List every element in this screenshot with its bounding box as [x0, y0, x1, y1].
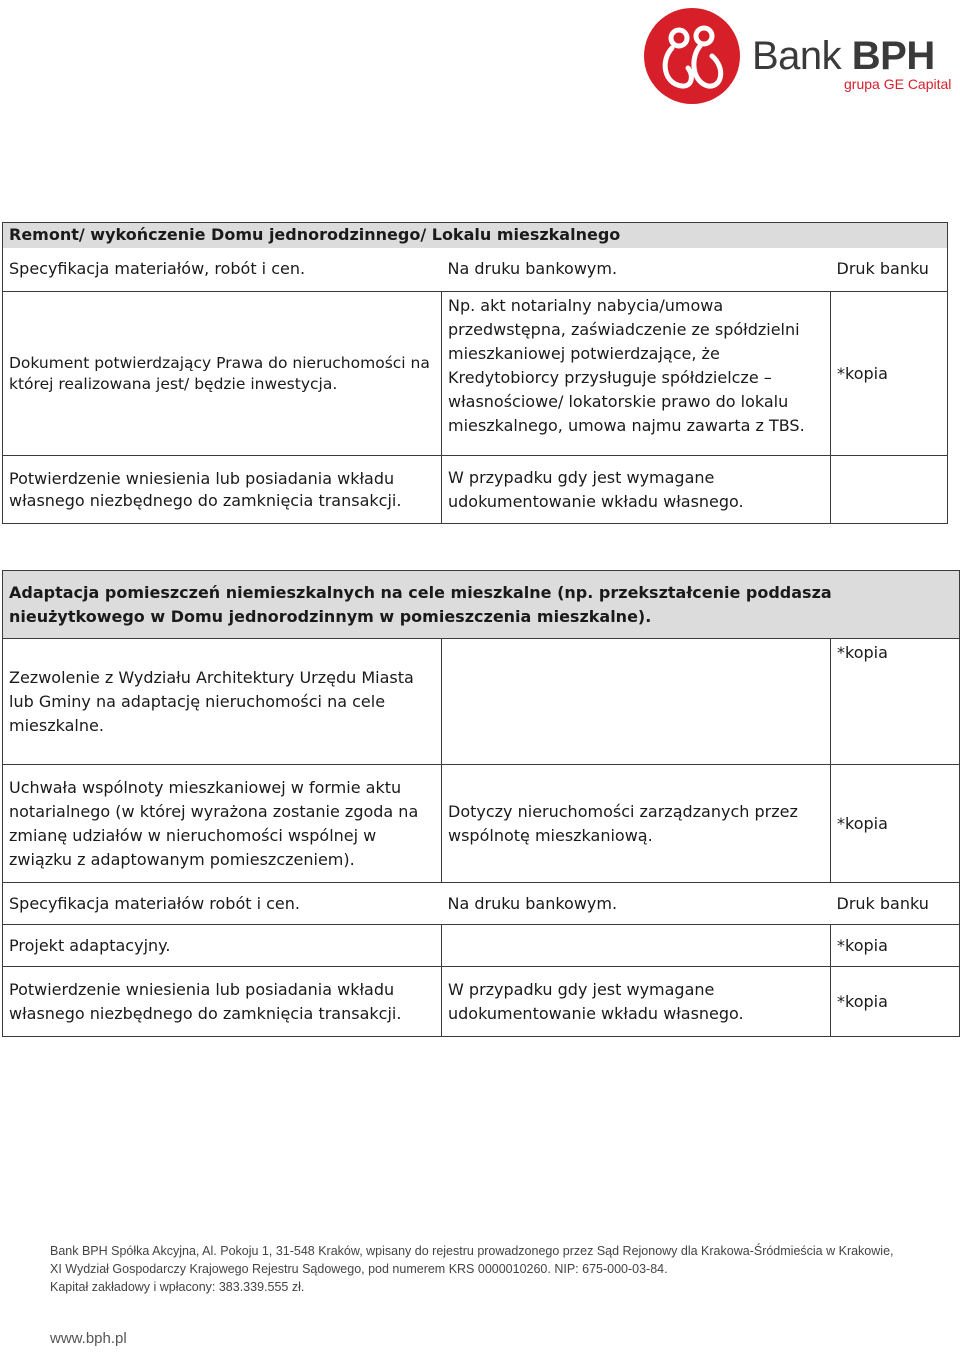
section2-row1-type: *kopia — [831, 639, 960, 765]
section2-row5-description: W przypadku gdy jest wymagane udokumentowanie wkładu własnego. — [442, 967, 831, 1037]
logo-wordmark: Bank BPH — [752, 34, 935, 78]
section1-title: Remont/ wykończenie Domu jednorodzinnego/ Lokalu mieszkalnego — [3, 223, 948, 248]
section1-row1-document: Specyfikacja materiałów, robót i cen. — [3, 248, 442, 292]
footer-line-2: XI Wydział Gospodarczy Krajowego Rejestru Sądowego, pod numerem KRS 0000010260. NIP: 675-000-03-84. — [50, 1262, 668, 1276]
section1-row3-type — [831, 456, 948, 524]
section2-row5-document: Potwierdzenie wniesienia lub posiadania wkładu własnego niezbędnego do zamknięcia transakcji. — [3, 967, 442, 1037]
section1-row1-type: Druk banku — [831, 248, 948, 292]
section1-row2-description: Np. akt notarialny nabycia/umowa przedwstępna, zaświadczenie ze spółdzielni mieszkaniowej potwierdzające, że Kredytobiorcy przysługuje spółdzielcze –własnościowe/ lokatorskie prawo do lokalu mieszkalnego, umowa najmu zawarta z TBS. — [442, 292, 831, 456]
section2-row4-description — [442, 925, 831, 967]
footer-line-3: Kapitał zakładowy i wpłacony: 383.339.555 zł. — [50, 1280, 305, 1294]
section2-row3-document: Specyfikacja materiałów robót i cen. — [3, 883, 442, 925]
section1-row2-document: Dokument potwierdzający Prawa do nieruchomości na której realizowana jest/ będzie inwestycja. — [3, 292, 442, 456]
section2-row4-type: *kopia — [831, 925, 960, 967]
section2-table — [2, 570, 960, 1037]
bank-logo-mark-icon — [642, 6, 742, 106]
section2-row1-description — [442, 639, 831, 765]
section1-row3-document: Potwierdzenie wniesienia lub posiadania wkładu własnego niezbędnego do zamknięcia transakcji. — [3, 456, 442, 524]
section2-row3-type: Druk banku — [831, 883, 960, 925]
section2-row2-document: Uchwała wspólnoty mieszkaniowej w formie aktu notarialnego (w której wyrażona zostanie zgoda na zmianę udziałów w nieruchomości wspólnej w związku z adaptowanym pomieszczeniem). — [3, 765, 442, 883]
section2-row5-type: *kopia — [831, 967, 960, 1037]
section2-row4-document: Projekt adaptacyjny. — [3, 925, 442, 967]
section2-row3-description: Na druku bankowym. — [442, 883, 831, 925]
footer-legal — [50, 1242, 894, 1296]
section2-title: Adaptacja pomieszczeń niemieszkalnych na cele mieszkalne (np. przekształcenie poddasza nieużytkowego w Domu jednorodzinnym w pomieszczenia mieszkalne). — [3, 571, 960, 639]
section2-row2-type: *kopia — [831, 765, 960, 883]
section2-row1-document: Zezwolenie z Wydziału Architektury Urzędu Miasta lub Gminy na adaptację nieruchomości na cele mieszkalne. — [3, 639, 442, 765]
footer-website-link[interactable]: www.bph.pl — [50, 1330, 127, 1347]
footer-line-1: Bank BPH Spółka Akcyjna, Al. Pokoju 1, 31-548 Kraków, wpisany do rejestru prowadzonego przez Sąd Rejonowy dla Krakowa-Śródmieścia w Krakowie, — [50, 1244, 894, 1258]
section2-row2-description: Dotyczy nieruchomości zarządzanych przez wspólnotę mieszkaniową. — [442, 765, 831, 883]
section1-table — [2, 222, 948, 524]
section1-row3-description: W przypadku gdy jest wymagane udokumentowanie wkładu własnego. — [442, 456, 831, 524]
bank-logo — [642, 6, 952, 106]
section1-row1-description: Na druku bankowym. — [442, 248, 831, 292]
logo-subtitle: grupa GE Capital — [844, 76, 952, 92]
section1-row2-type: *kopia — [831, 292, 948, 456]
